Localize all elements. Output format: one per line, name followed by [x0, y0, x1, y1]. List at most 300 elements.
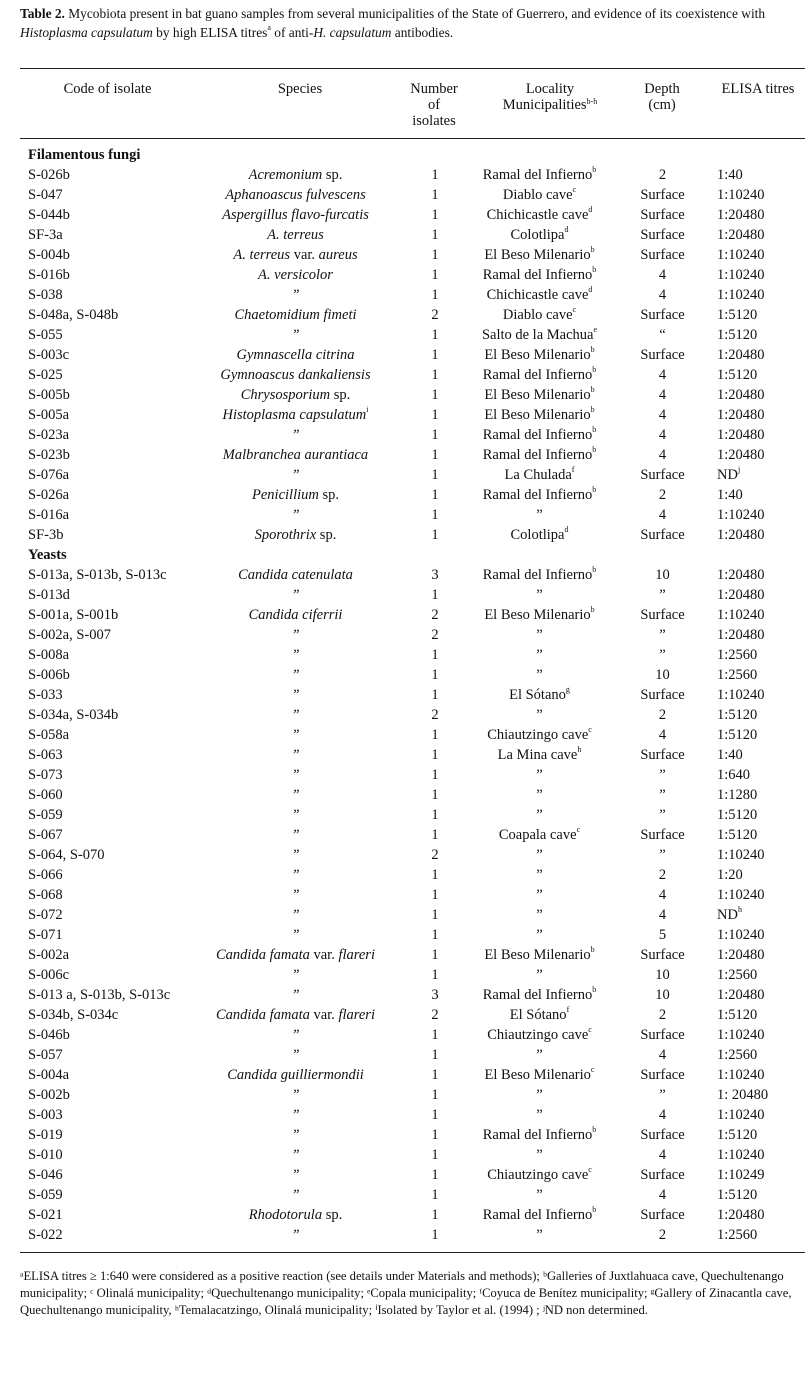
- species-cell: [178, 645, 413, 665]
- locality-name: El Sótano: [509, 1007, 567, 1023]
- elisa-titre: 1:5120: [717, 327, 758, 343]
- locality-sup: d: [588, 285, 593, 294]
- species-cell: [178, 1085, 413, 1105]
- elisa-titre: 1:10240: [717, 1147, 765, 1163]
- locality-sup: f: [566, 1005, 570, 1014]
- locality-cell: [457, 1165, 622, 1185]
- isolate-count: 1: [431, 587, 439, 603]
- isolate-code: S-002a: [28, 947, 70, 963]
- locality-name: ”: [536, 807, 543, 823]
- depth-value: Surface: [640, 947, 685, 963]
- locality-cell: [457, 705, 622, 725]
- isolate-code: S-033: [28, 687, 63, 703]
- locality-name: El Beso Milenario: [484, 1067, 591, 1083]
- locality-name: ”: [536, 647, 543, 663]
- species-name: A. terreus: [267, 227, 324, 243]
- depth-value: Surface: [640, 467, 685, 483]
- elisa-cell: [717, 165, 743, 185]
- caption-italic: Histoplasma capsulatum: [20, 25, 153, 40]
- isolate-count: 1: [431, 807, 439, 823]
- table-row: [0, 325, 809, 345]
- locality-sup: b: [590, 385, 595, 394]
- depth-value: 4: [658, 267, 667, 283]
- depth-value: 2: [658, 707, 667, 723]
- isolate-count: 1: [431, 727, 439, 743]
- table-row: [0, 405, 809, 425]
- species-name: ”: [291, 647, 300, 663]
- isolate-code: S-025: [28, 367, 63, 383]
- depth-value: ”: [659, 647, 666, 663]
- locality-cell: [457, 425, 622, 445]
- elisa-titre: 1:2560: [717, 667, 758, 683]
- locality-sup: b: [592, 425, 597, 434]
- locality-sup: e: [593, 325, 598, 334]
- table-label: Table 2.: [20, 6, 65, 21]
- locality-name: Diablo cave: [502, 307, 573, 323]
- table-row: [0, 1025, 809, 1045]
- elisa-cell: [717, 725, 757, 745]
- species-cell: [178, 705, 413, 725]
- species-cell: [178, 1165, 413, 1185]
- isolate-code: S-006b: [28, 667, 70, 683]
- depth-value: 2: [658, 867, 667, 883]
- depth-value: Surface: [640, 207, 685, 223]
- locality-cell: [457, 965, 622, 985]
- locality-cell: [457, 645, 622, 665]
- elisa-titre: 1:20480: [717, 587, 765, 603]
- species-qualifier: var.: [309, 1007, 339, 1023]
- header-elisa: ELISA titres: [721, 81, 795, 97]
- species-name: ”: [291, 327, 300, 343]
- table-row: [0, 385, 809, 405]
- species-cell: [178, 1185, 413, 1205]
- isolate-code: S-034a, S-034b: [28, 707, 119, 723]
- locality-sup: d: [564, 225, 569, 234]
- species-cell: [178, 885, 413, 905]
- elisa-titre: 1:40: [717, 747, 743, 763]
- isolate-code: S-026b: [28, 167, 70, 183]
- elisa-cell: [717, 345, 765, 365]
- elisa-cell: [717, 1165, 765, 1185]
- locality-name: ”: [536, 1187, 543, 1203]
- species-name: ”: [291, 927, 300, 943]
- isolate-count: 1: [431, 347, 439, 363]
- locality-name: ”: [536, 867, 543, 883]
- isolate-count: 2: [431, 707, 439, 723]
- species-cell: [178, 265, 413, 285]
- depth-value: Surface: [640, 1207, 685, 1223]
- elisa-cell: [717, 305, 757, 325]
- elisa-cell: [717, 525, 765, 545]
- table-row: [0, 905, 809, 925]
- isolate-count: 1: [431, 367, 439, 383]
- depth-value: 4: [658, 727, 667, 743]
- elisa-cell: [717, 685, 765, 705]
- species-cell: [178, 765, 413, 785]
- isolate-count: 1: [431, 767, 439, 783]
- elisa-titre: 1:20480: [717, 1207, 765, 1223]
- table-row: [0, 245, 809, 265]
- species-cell: [178, 985, 413, 1005]
- elisa-cell: [717, 905, 742, 925]
- locality-cell: [457, 165, 622, 185]
- isolate-code: S-016a: [28, 507, 70, 523]
- caption-text: antibodies.: [391, 25, 454, 40]
- species-name: ”: [291, 507, 300, 523]
- locality-cell: [457, 825, 622, 845]
- depth-value: Surface: [640, 1027, 685, 1043]
- elisa-cell: [717, 1205, 765, 1225]
- header-line: isolates: [412, 113, 456, 129]
- table-row: [0, 625, 809, 645]
- species-name: A. terreus: [233, 247, 291, 263]
- elisa-titre: 1:20480: [717, 567, 765, 583]
- elisa-cell: [717, 645, 757, 665]
- elisa-cell: [717, 1065, 765, 1085]
- elisa-titre: 1:20480: [717, 947, 765, 963]
- depth-value: ”: [659, 807, 666, 823]
- locality-name: Coapala cave: [498, 827, 577, 843]
- depth-value: “: [659, 327, 666, 343]
- species-cell: [178, 925, 413, 945]
- elisa-titre: 1:20480: [717, 347, 765, 363]
- isolate-code: S-023a: [28, 427, 70, 443]
- locality-name: Ramal del Infierno: [482, 1207, 593, 1223]
- species-cell: [178, 345, 413, 365]
- species-cell: [178, 865, 413, 885]
- isolate-code: S-072: [28, 907, 63, 923]
- locality-cell: [457, 385, 622, 405]
- isolate-count: 1: [431, 447, 439, 463]
- elisa-titre: 1:10240: [717, 927, 765, 943]
- species-name: ”: [291, 847, 300, 863]
- species-name: Candida catenulata: [238, 567, 353, 583]
- locality-name: ”: [536, 667, 543, 683]
- locality-name: ”: [536, 1107, 543, 1123]
- species-cell: [178, 205, 413, 225]
- depth-value: Surface: [640, 227, 685, 243]
- depth-value: 4: [658, 907, 667, 923]
- species-cell: [178, 905, 413, 925]
- depth-value: 4: [658, 387, 667, 403]
- table-row: [0, 265, 809, 285]
- locality-sup: b: [590, 345, 595, 354]
- species-qualifier: sp.: [330, 387, 351, 403]
- species-cell: [178, 1225, 413, 1245]
- isolate-code: S-068: [28, 887, 63, 903]
- elisa-cell: [717, 325, 757, 345]
- species-name: ”: [291, 727, 300, 743]
- depth-value: 4: [658, 1187, 667, 1203]
- isolate-count: 2: [431, 847, 439, 863]
- locality-cell: [457, 745, 622, 765]
- species-cell: [178, 725, 413, 745]
- species-cell: [178, 805, 413, 825]
- bottom-rule: [20, 1252, 805, 1253]
- locality-name: ”: [536, 927, 543, 943]
- locality-sup: b: [592, 1125, 597, 1134]
- locality-cell: [457, 485, 622, 505]
- species-name: ”: [291, 587, 300, 603]
- isolate-code: S-066: [28, 867, 63, 883]
- elisa-cell: [717, 485, 743, 505]
- locality-cell: [457, 1005, 622, 1025]
- isolate-code: S-046: [28, 1167, 63, 1183]
- isolate-count: 1: [431, 1167, 439, 1183]
- locality-name: Ramal del Infierno: [482, 1127, 593, 1143]
- elisa-titre: 1:640: [717, 767, 751, 783]
- isolate-code: S-059: [28, 1187, 63, 1203]
- elisa-titre: 1:5120: [717, 307, 758, 323]
- depth-value: 2: [658, 1007, 667, 1023]
- isolate-count: 1: [431, 267, 439, 283]
- table-row: [0, 985, 809, 1005]
- isolate-count: 1: [431, 1067, 439, 1083]
- locality-name: ”: [536, 767, 543, 783]
- elisa-titre: 1:20480: [717, 447, 765, 463]
- depth-value: Surface: [640, 347, 685, 363]
- locality-cell: [457, 1065, 622, 1085]
- elisa-titre: 1:2560: [717, 967, 758, 983]
- header-code: Code of isolate: [63, 81, 152, 97]
- species-cell: [178, 165, 413, 185]
- table-row: [0, 845, 809, 865]
- header-line: Depth: [644, 81, 680, 97]
- elisa-cell: [717, 1225, 757, 1245]
- species-name: Candida famata: [216, 1007, 310, 1023]
- locality-name: El Sótano: [509, 687, 566, 703]
- species-name: Acremonium: [248, 167, 323, 183]
- table-row: [0, 565, 809, 585]
- elisa-titre: 1: 20480: [717, 1087, 769, 1103]
- elisa-titre: 1:20480: [717, 387, 765, 403]
- species-cell: [178, 385, 413, 405]
- table-row: [0, 705, 809, 725]
- elisa-titre: 1:40: [717, 487, 743, 503]
- isolate-code: S-064, S-070: [28, 847, 105, 863]
- caption-text: by high ELISA titres: [152, 25, 268, 40]
- species-name: Rhodotorula: [248, 1207, 323, 1223]
- table-row: [0, 645, 809, 665]
- isolate-count: 1: [431, 427, 439, 443]
- locality-name: ”: [536, 787, 543, 803]
- elisa-titre: 1:20480: [717, 627, 765, 643]
- elisa-cell: [717, 585, 765, 605]
- isolate-code: S-038: [28, 287, 63, 303]
- locality-name: ”: [536, 1227, 543, 1243]
- locality-sup: c: [588, 1165, 592, 1174]
- depth-value: 2: [658, 167, 667, 183]
- species-cell: [178, 425, 413, 445]
- locality-cell: [457, 585, 622, 605]
- table-row: [0, 865, 809, 885]
- depth-value: Surface: [640, 247, 685, 263]
- elisa-cell: [717, 785, 757, 805]
- header-locality: [476, 81, 624, 113]
- species-cell: [178, 1005, 413, 1025]
- locality-cell: [457, 665, 622, 685]
- species-cell: [178, 325, 413, 345]
- locality-name: ”: [536, 847, 543, 863]
- isolate-count: 1: [431, 947, 439, 963]
- top-rule: [20, 68, 805, 69]
- species-name: ”: [291, 1027, 300, 1043]
- table-row: [0, 765, 809, 785]
- species-name: Malbranchea aurantiaca: [222, 447, 369, 463]
- isolate-code: S-005a: [28, 407, 70, 423]
- isolate-code: S-048a, S-048b: [28, 307, 119, 323]
- locality-cell: [457, 925, 622, 945]
- species-name: ”: [291, 907, 300, 923]
- locality-cell: [457, 1025, 622, 1045]
- table-row: [0, 1205, 809, 1225]
- elisa-titre: 1:5120: [717, 1007, 758, 1023]
- locality-sup: b: [592, 985, 597, 994]
- locality-name: ”: [536, 1087, 543, 1103]
- elisa-cell: [717, 185, 765, 205]
- elisa-titre: 1:20480: [717, 987, 765, 1003]
- caption-text: Mycobiota present in bat guano samples from several municipalities of the State of Guerrero, and evidence of its coexistence with: [64, 6, 766, 21]
- depth-value: Surface: [640, 527, 685, 543]
- isolate-count: 2: [431, 1007, 439, 1023]
- table-row: [0, 825, 809, 845]
- elisa-cell: [717, 945, 765, 965]
- table-row: [0, 525, 809, 545]
- isolate-code: S-022: [28, 1227, 63, 1243]
- table-row: [0, 885, 809, 905]
- isolate-count: 1: [431, 647, 439, 663]
- locality-name: El Beso Milenario: [484, 407, 591, 423]
- locality-cell: [457, 605, 622, 625]
- elisa-cell: [717, 865, 743, 885]
- species-cell: [178, 665, 413, 685]
- table-row: [0, 1065, 809, 1085]
- species-cell: [178, 1205, 413, 1225]
- isolate-count: 1: [431, 407, 439, 423]
- elisa-titre: 1:10240: [717, 187, 765, 203]
- locality-name: Ramal del Infierno: [482, 447, 593, 463]
- locality-cell: [457, 865, 622, 885]
- isolate-count: 1: [431, 247, 439, 263]
- species-cell: [178, 845, 413, 865]
- species-cell: [178, 565, 413, 585]
- elisa-titre: 1:5120: [717, 367, 758, 383]
- table-row: [0, 465, 809, 485]
- locality-cell: [457, 565, 622, 585]
- species-cell: [178, 405, 413, 425]
- isolate-code: S-046b: [28, 1027, 70, 1043]
- elisa-titre: 1:10240: [717, 287, 765, 303]
- isolate-code: SF-3b: [28, 527, 64, 543]
- table-row: [0, 965, 809, 985]
- isolate-count: 1: [431, 687, 439, 703]
- species-qualifier: var.: [290, 247, 319, 263]
- table-row: [0, 305, 809, 325]
- locality-name: Ramal del Infierno: [482, 267, 593, 283]
- species-name: ”: [291, 627, 300, 643]
- locality-name: Ramal del Infierno: [482, 367, 593, 383]
- locality-sup: b: [592, 445, 597, 454]
- species-variety: aureus: [318, 247, 358, 263]
- isolate-count: 1: [431, 1127, 439, 1143]
- locality-cell: [457, 465, 622, 485]
- species-qualifier: sp.: [316, 527, 337, 543]
- elisa-titre: 1:2560: [717, 647, 758, 663]
- locality-sup: b: [592, 165, 597, 174]
- species-cell: [178, 225, 413, 245]
- isolate-count: 1: [431, 1187, 439, 1203]
- locality-sup: b: [590, 405, 595, 414]
- locality-cell: [457, 805, 622, 825]
- header-depth: [632, 81, 692, 113]
- locality-name: Chiautzingo cave: [487, 727, 589, 743]
- species-name: ”: [291, 687, 300, 703]
- species-name: Aphanoascus fulvescens: [225, 187, 366, 203]
- isolate-count: 1: [431, 1087, 439, 1103]
- elisa-cell: [717, 965, 757, 985]
- depth-value: Surface: [640, 687, 685, 703]
- species-cell: [178, 685, 413, 705]
- species-cell: [178, 605, 413, 625]
- elisa-titre: 1:5120: [717, 827, 758, 843]
- species-name: ”: [291, 827, 300, 843]
- locality-cell: [457, 325, 622, 345]
- elisa-titre: 1:20480: [717, 407, 765, 423]
- locality-cell: [457, 205, 622, 225]
- table-row: [0, 605, 809, 625]
- table-caption: [20, 4, 800, 42]
- locality-cell: [457, 945, 622, 965]
- species-qualifier: sp.: [318, 487, 339, 503]
- elisa-cell: [717, 1145, 765, 1165]
- species-cell: [178, 305, 413, 325]
- locality-cell: [457, 1185, 622, 1205]
- species-name: Gymnascella citrina: [236, 347, 355, 363]
- elisa-cell: [717, 745, 743, 765]
- depth-value: 4: [658, 427, 667, 443]
- locality-sup: d: [564, 525, 569, 534]
- locality-sup: g: [565, 685, 570, 694]
- header-species: Species: [277, 81, 323, 97]
- species-name: ”: [291, 1047, 300, 1063]
- table-row: [0, 185, 809, 205]
- elisa-titre: 1:10240: [717, 1067, 765, 1083]
- species-qualifier: var.: [309, 947, 339, 963]
- species-name: ”: [291, 287, 300, 303]
- depth-value: 10: [655, 987, 670, 1003]
- locality-cell: [457, 285, 622, 305]
- locality-cell: [457, 845, 622, 865]
- table-row: [0, 1185, 809, 1205]
- isolate-count: 3: [431, 987, 439, 1003]
- elisa-titre: 1:5120: [717, 707, 758, 723]
- locality-sup: b: [590, 945, 595, 954]
- species-cell: [178, 1105, 413, 1125]
- caption-italic: H. capsulatum: [313, 25, 392, 40]
- isolate-code: S-004b: [28, 247, 70, 263]
- table-row: [0, 1045, 809, 1065]
- locality-name: ”: [536, 627, 543, 643]
- locality-name: Ramal del Infierno: [482, 167, 593, 183]
- elisa-titre: 1:10240: [717, 887, 765, 903]
- header-rule: [20, 138, 805, 139]
- header-line: Number: [410, 81, 458, 97]
- elisa-titre: ND: [717, 467, 738, 483]
- species-name: ”: [291, 1087, 300, 1103]
- elisa-cell: [717, 465, 740, 485]
- isolate-code: S-060: [28, 787, 63, 803]
- table-row: [0, 205, 809, 225]
